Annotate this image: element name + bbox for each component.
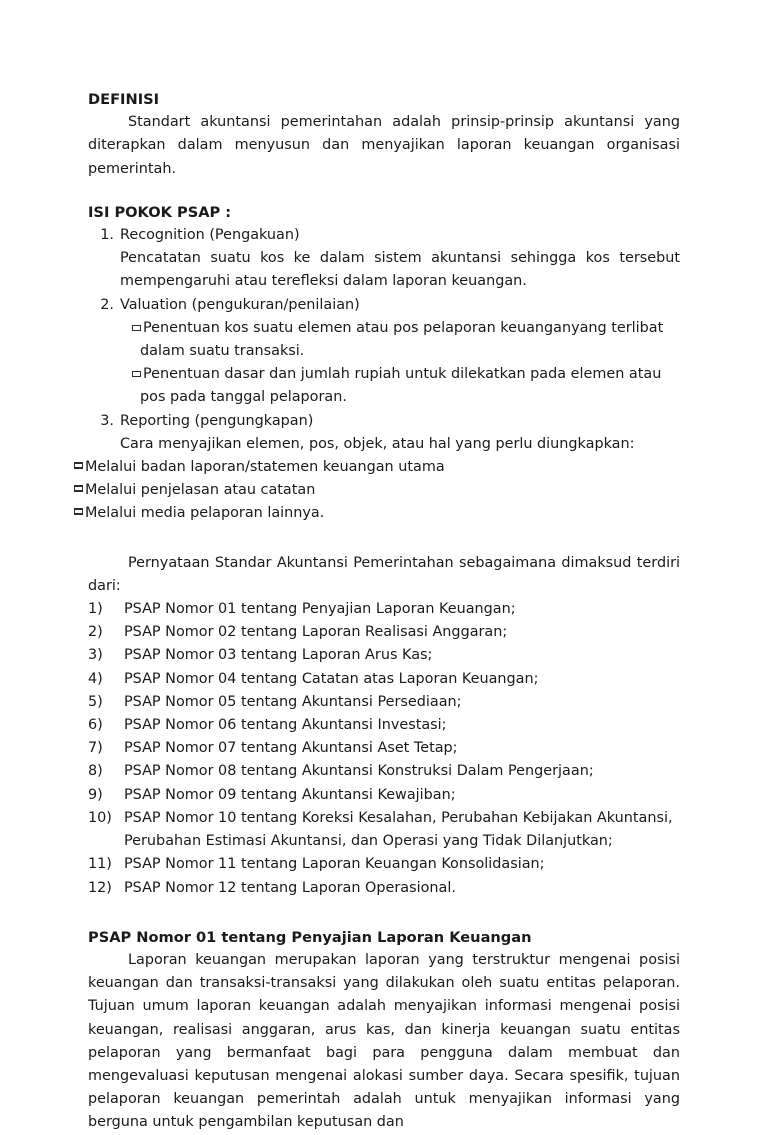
psap-number: 6)	[88, 717, 103, 734]
psap-text: PSAP Nomor 01 tentang Penyajian Laporan Keuangan;	[124, 601, 516, 618]
psap-number: 2)	[88, 624, 103, 641]
sub-bullet-item	[120, 363, 680, 409]
box-bullet-icon	[74, 485, 83, 492]
method-bullet-item	[66, 456, 680, 479]
psap-number: 1)	[88, 601, 103, 618]
psap-list-item	[88, 760, 680, 783]
psap-number: 9)	[88, 786, 103, 803]
list-item-text: Pencatatan suatu kos ke dalam sistem akuntansi sehingga kos tersebut mempengaruhi atau terefleksi dalam laporan keuangan.	[120, 250, 680, 290]
psap-list-item	[88, 668, 680, 691]
list-item-text: Cara menyajikan elemen, pos, objek, atau hal yang perlu diungkapkan:	[120, 435, 635, 452]
psap-text: PSAP Nomor 07 tentang Akuntansi Aset Tetap;	[124, 740, 458, 757]
box-bullet-icon	[132, 371, 141, 377]
psap-list-item	[88, 877, 680, 900]
list-item	[88, 410, 680, 456]
heading-isi-pokok: ISI POKOK PSAP :	[88, 203, 232, 221]
psap-number: 11)	[88, 856, 112, 873]
definisi-paragraph: Standart akuntansi pemerintahan adalah prinsip-prinsip akuntansi yang diterapkan dalam menyusun dan menyajikan laporan keuangan organisasi pemerintah.	[88, 114, 680, 177]
psap-text: PSAP Nomor 04 tentang Catatan atas Laporan Keuangan;	[124, 670, 539, 687]
spacer	[88, 181, 680, 201]
psap-text: PSAP Nomor 08 tentang Akuntansi Konstruksi Dalam Pengerjaan;	[124, 763, 594, 780]
psap-text: PSAP Nomor 09 tentang Akuntansi Kewajiban;	[124, 786, 456, 803]
spacer	[88, 900, 680, 926]
list-item-body	[120, 224, 680, 294]
psap-01-paragraph: Laporan keuangan merupakan laporan yang terstruktur mengenai posisi keuangan dan transaksi-transaksi yang dilakukan oleh suatu entitas pelaporan. Tujuan umum laporan keuangan adalah menyajikan informasi mengenai posisi keuangan, realisasi anggaran, arus kas, dan kinerja keuangan suatu entitas pelaporan yang bermanfaat bagi para pengguna dalam membuat dan mengevaluasi keputusan mengenai alokasi sumber daya. Secara spesifik, tujuan pelaporan keuangan pemerintah adalah untuk menyajikan informasi yang berguna untuk pengambilan keputusan dan	[88, 951, 680, 1131]
sub-bullet-item	[120, 317, 680, 363]
psap-number: 7)	[88, 740, 103, 757]
box-bullet-icon	[74, 508, 83, 515]
psap-text: PSAP Nomor 03 tentang Laporan Arus Kas;	[124, 647, 433, 664]
method-bullet-text: Melalui media pelaporan lainnya.	[85, 505, 325, 522]
psap-list-item	[88, 807, 680, 853]
method-bullet-item	[66, 479, 680, 502]
method-bullet-item	[66, 502, 680, 525]
list-item-title: Recognition (Pengakuan)	[120, 227, 300, 244]
list-item-body	[120, 410, 680, 456]
list-item	[88, 294, 680, 410]
sub-bullet-text: Penentuan dasar dan jumlah rupiah untuk dilekatkan pada elemen atau pos pada tanggal pelaporan.	[140, 366, 662, 406]
list-item	[88, 224, 680, 294]
psap-number: 5)	[88, 693, 103, 710]
psap-list-item	[88, 853, 680, 876]
document-body	[85, 88, 680, 1135]
psap-text: PSAP Nomor 05 tentang Akuntansi Persediaan;	[124, 693, 462, 710]
psap-list-item	[88, 784, 680, 807]
psap-text: PSAP Nomor 12 tentang Laporan Operasional.	[124, 879, 456, 896]
psap-list-item	[88, 737, 680, 760]
heading-definisi: DEFINISI	[88, 91, 160, 108]
psap-number: 10)	[88, 809, 112, 826]
psap-list-item	[88, 598, 680, 621]
box-bullet-icon	[74, 462, 83, 469]
psap-number: 3)	[88, 647, 103, 664]
psap-number: 12)	[88, 879, 112, 896]
heading-psap-01: PSAP Nomor 01 tentang Penyajian Laporan Keuangan	[88, 928, 532, 946]
pernyataan-intro: Pernyataan Standar Akuntansi Pemerintahan sebagaimana dimaksud terdiri dari:	[88, 554, 680, 594]
psap-text: PSAP Nomor 11 tentang Laporan Keuangan Konsolidasian;	[124, 856, 545, 873]
psap-number: 8)	[88, 763, 103, 780]
list-item-title: Reporting (pengungkapan)	[120, 412, 314, 429]
list-number: 2.	[100, 296, 114, 313]
list-item-body	[120, 294, 680, 410]
psap-list-item	[88, 714, 680, 737]
method-bullet-text: Melalui badan laporan/statemen keuangan utama	[85, 459, 445, 476]
method-bullet-text: Melalui penjelasan atau catatan	[85, 482, 316, 499]
psap-text: PSAP Nomor 02 tentang Laporan Realisasi Anggaran;	[124, 624, 508, 641]
list-number: 3.	[100, 412, 114, 429]
spacer	[88, 526, 680, 552]
psap-text-continuation: Perubahan Estimasi Akuntansi, dan Operasi yang Tidak Dilanjutkan;	[124, 833, 613, 850]
list-item-title: Valuation (pengukuran/penilaian)	[120, 296, 360, 313]
list-number: 1.	[100, 227, 114, 244]
psap-number: 4)	[88, 670, 103, 687]
box-bullet-icon	[132, 325, 141, 331]
sub-bullet-text: Penentuan kos suatu elemen atau pos pelaporan keuanganyang terlibat dalam suatu transaksi.	[140, 319, 664, 360]
psap-list-item	[88, 621, 680, 644]
psap-text: PSAP Nomor 10 tentang Koreksi Kesalahan, Perubahan Kebijakan Akuntansi,	[124, 809, 673, 826]
psap-list-item	[88, 691, 680, 714]
psap-text: PSAP Nomor 06 tentang Akuntansi Investasi;	[124, 717, 447, 734]
psap-list-item	[88, 644, 680, 667]
